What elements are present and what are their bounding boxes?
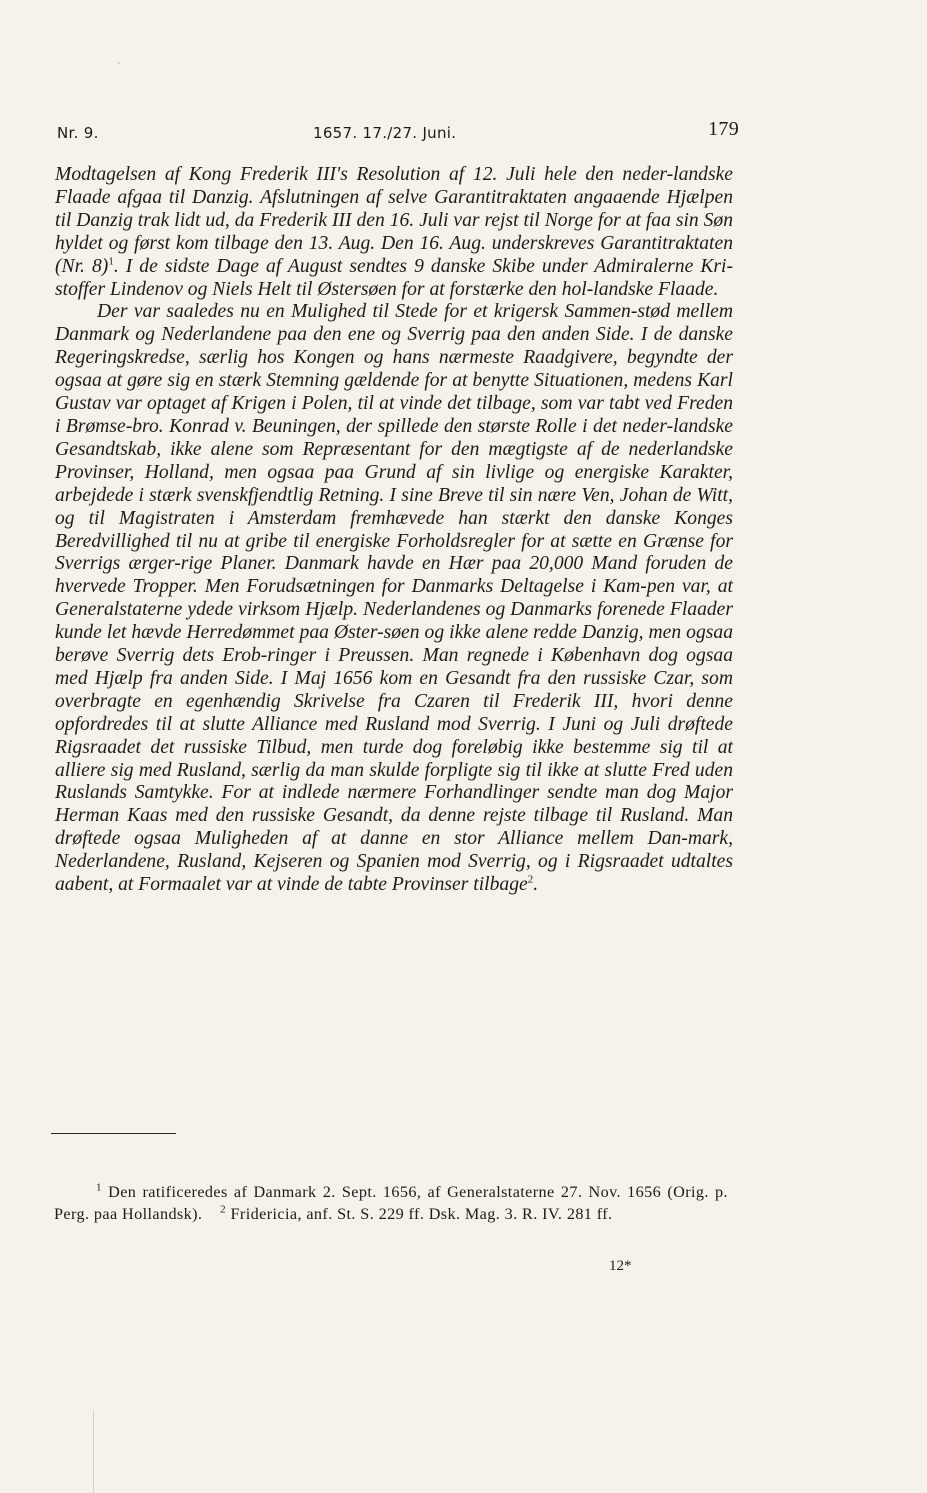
footnote-ref-2: 2 bbox=[527, 873, 534, 886]
footnote-1-text: Den ratificeredes af Danmark 2. Sept. 1656, af Generalstaterne 27. Nov. 1656 (Orig. p. Perg. paa Hollandsk). bbox=[54, 1183, 728, 1223]
paragraph-2-tail: . bbox=[533, 874, 539, 896]
paragraph-2-text: Der var saaledes nu en Mulighed til Stede for et krigersk Sammen-stød mellem Danmark og Nederlandene paa den ene og Sverrig paa den anden Side. I de danske Regeringskredse, særlig hos Kongen og hans nærmeste Raadgivere, begyndte der ogsaa at gøre sig en stærk Stemning gældende for at benytte Situationen, medens Karl Gustav var optaget af Krigen i Polen, til at vinde det tilbage, som var tabt ved Freden i Brømse-bro. Konrad v. Beuningen, der spillede den største Rolle i det neder-landske Gesandtskab, ikke alene som Repræsentant for den mægtigste af de nederlandske Provinser, Holland, men ogsaa paa Grund af sin livlige og energiske Karakter, arbejdede i stærk svenskfjendtlig Retning. I sine Breve til sin nære Ven, Johan de Witt, og til Magistraten i Amsterdam fremhævede han stærkt den danske Konges Beredvillighed til nu at gribe til energiske Forholdsregler for at sætte en Grænse for Sverrigs ærger-rige Planer. Danmark havde en Hær paa 20,000 Mand foruden de hvervede Tropper. Men Forudsætningen for Danmarks Deltagelse i Kam-pen var, at Generalstaterne ydede virksom Hjælp. Nederlandenes og Danmarks forenede Flaader kunde let hævde Herredømmet paa Øster-søen og ikke alene redde Danzig, men ogsaa berøve Sverrig dets Erob-ringer i Preussen. Man regnede i København dog ogsaa med Hjælp fra anden Side. I Maj 1656 kom en Gesandt fra den russiske Czar, som overbragte en egenhændig Skrivelse fra Czaren til Frederik III, hvori denne opfordredes til at slutte Alliance med Rusland mod Sverrig. I Juni og Juli drøftede Rigsraadet det russiske Tilbud, men turde dog foreløbig ikke bestemme sig til at alliere sig med Rusland, særlig da man skulde forpligte sig til ikke at slutte Fred uden Ruslands Samtykke. For at indlede nærmere Forhandlinger sendte man dog Major Herman Kaas med den russiske Gesandt, da denne rejste tilbage til Rusland. Man drøftede ogsaa Muligheden af at danne en stor Alliance mellem Dan-mark, Nederlandene, Rusland, Kejseren og Spanien mod Sverrig, og i Rigsraadet udtaltes aabent, at Formaalet var at vinde de tabte Provinser tilbage bbox=[55, 301, 733, 896]
footnote-1-mark: 1 bbox=[96, 1181, 102, 1194]
page-header bbox=[57, 118, 739, 144]
paragraph-1-tail: . I de sidste Dage af August sendtes 9 danske Skibe under Admiralerne Kri-stoffer Lindenov og Niels Helt til Østersøen for at forstærke den hol-landske Flaade. bbox=[55, 255, 733, 300]
footnotes bbox=[54, 1182, 728, 1225]
paper-speck bbox=[118, 62, 120, 64]
header-date: 1657. 17./27. Juni. bbox=[313, 124, 457, 142]
footnote-2-mark: 2 bbox=[220, 1203, 227, 1216]
document-number: Nr. 9. bbox=[57, 124, 99, 142]
main-text bbox=[55, 164, 733, 897]
footnote-divider bbox=[51, 1133, 176, 1134]
paragraph-1 bbox=[55, 164, 733, 301]
paragraph-2 bbox=[55, 301, 733, 897]
footnote-ref-1: 1 bbox=[108, 255, 114, 268]
paragraph-1-text: Modtagelsen af Kong Frederik III's Resolution af 12. Juli hele den neder-landske Flaade afgaa til Danzig. Afslutningen af selve Garantitraktaten angaaende Hjælpen til Danzig trak lidt ud, da Frederik III den 16. Juli var rejst til Norge for at faa sin Søn hyldet og først kom tilbage den 13. Aug. Den 16. Aug. underskreves Garantitraktaten (Nr. 8) bbox=[55, 164, 733, 277]
footnote-2-text: Fridericia, anf. St. S. 229 ff. Dsk. Mag. 3. R. IV. 281 ff. bbox=[230, 1204, 613, 1223]
footnote-block bbox=[54, 1182, 728, 1225]
printer-signature: 12* bbox=[609, 1258, 632, 1274]
page-number: 179 bbox=[708, 118, 739, 140]
scan-line bbox=[93, 1410, 94, 1493]
